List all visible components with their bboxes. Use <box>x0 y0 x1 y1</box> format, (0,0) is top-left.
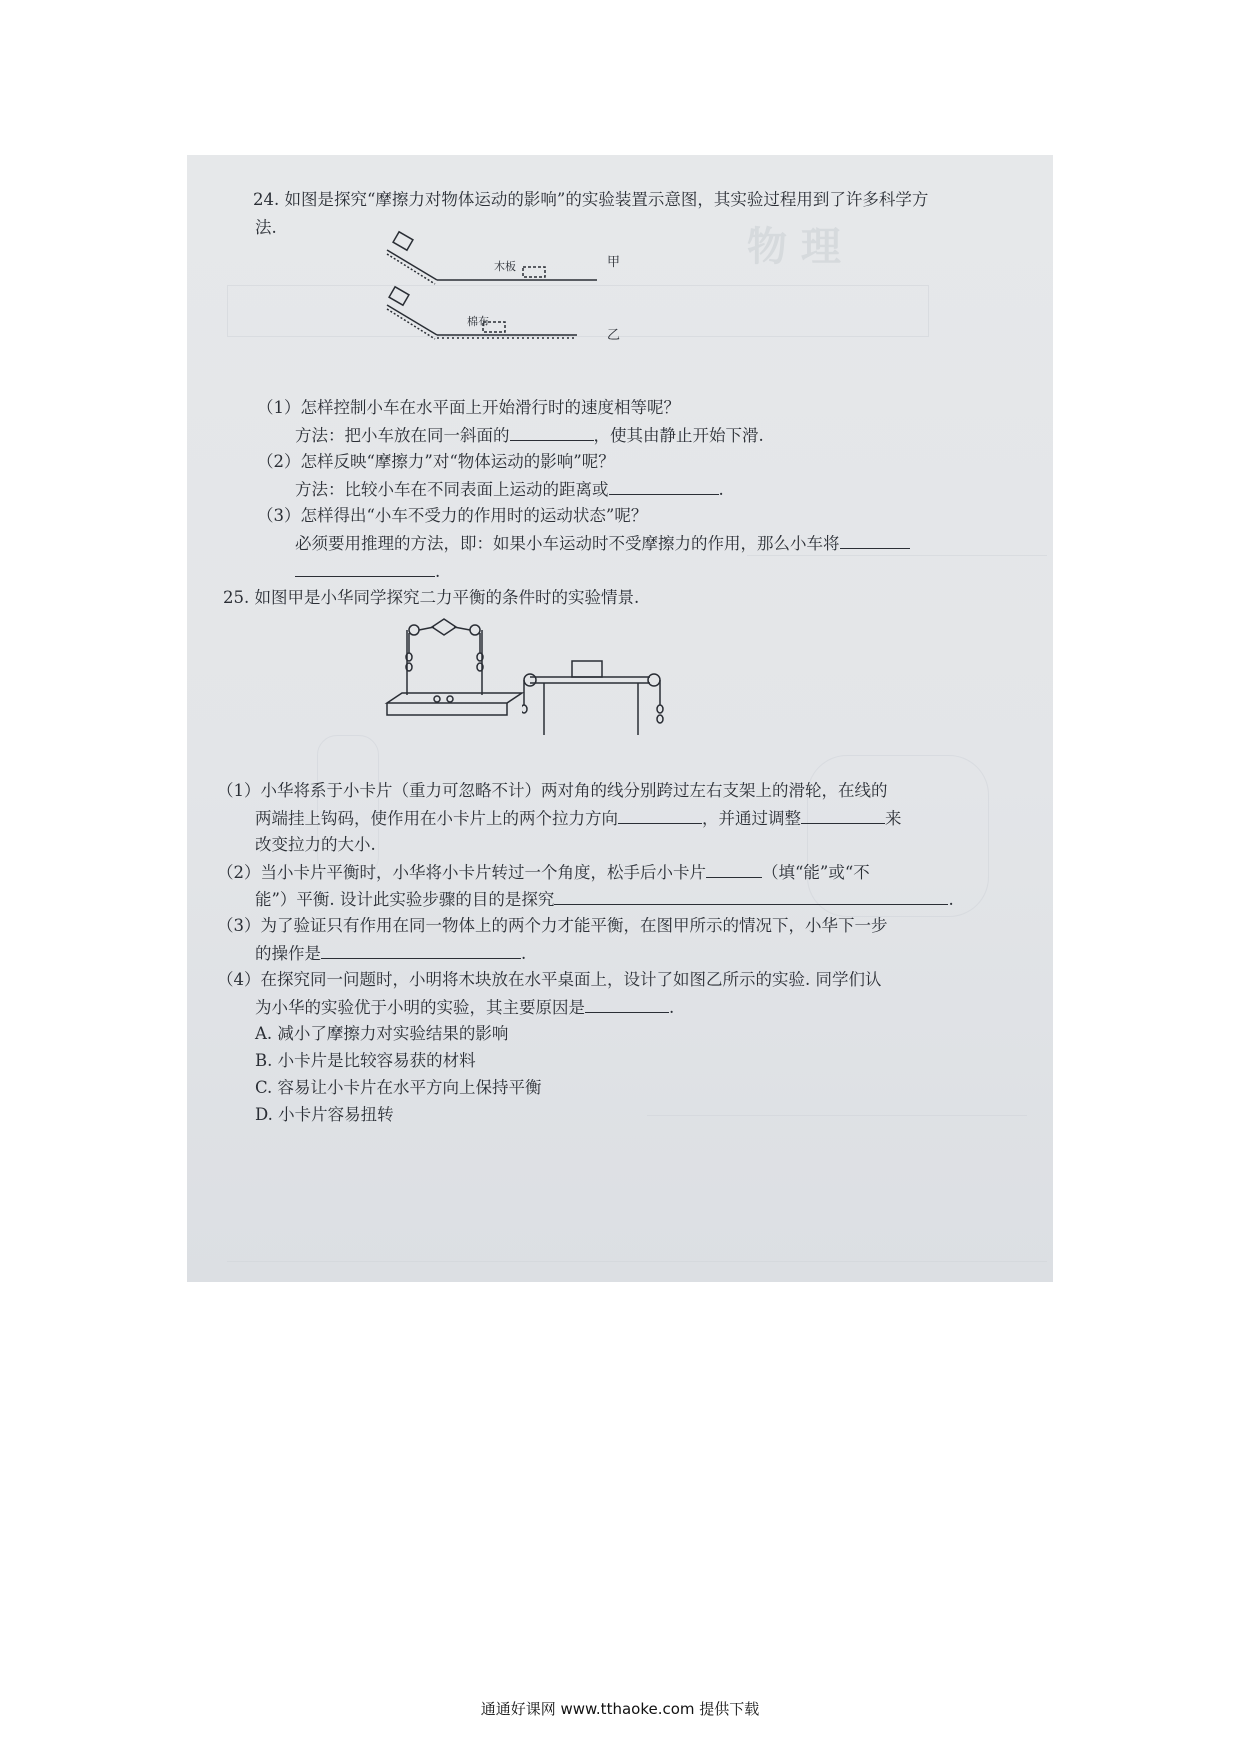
q24-tag-top: 甲 <box>607 255 621 270</box>
q24-incline-figure <box>377 230 627 350</box>
q24-label-board: 木板 <box>494 260 516 273</box>
q25-sub2-end: . <box>948 890 954 909</box>
q24-sub2-question: （2）怎样反映“摩擦力”对“物体运动的影响”呢？ <box>257 452 615 471</box>
q24-sub3-answer <box>295 530 910 557</box>
q24-sub2-blank[interactable] <box>609 476 719 495</box>
q25-sub1-text-before: 两端挂上钩码，使作用在小卡片上的两个拉力方向 <box>255 809 618 828</box>
q25-sub3-blank[interactable] <box>321 940 521 959</box>
q25-sub1-line-2 <box>255 805 902 832</box>
scanned-photo <box>187 155 1053 1282</box>
bleed-through-line <box>227 1245 1047 1262</box>
q24-sub2-end: . <box>718 480 724 499</box>
q25-option-d: D. 小卡片容易扭转 <box>255 1105 394 1124</box>
q25-figure-b <box>522 655 672 745</box>
q24-stem-line-2: 法. <box>255 218 277 237</box>
q24-sub2-answer <box>295 476 724 503</box>
q25-sub1-line-3: 改变拉力的大小. <box>255 835 376 854</box>
q25-sub1-blank-b[interactable] <box>801 805 885 824</box>
bleed-through-line <box>647 1095 1027 1116</box>
q24-sub1-blank[interactable] <box>510 422 594 441</box>
q25-sub1-line-1: （1）小华将系于小卡片（重力可忽略不计）两对角的线分别跨过左右支架上的滑轮，在线的 <box>217 781 888 800</box>
q25-sub3-text: 的操作是 <box>255 944 321 963</box>
bleed-through-block <box>747 555 1047 696</box>
q24-sub1-question: （1）怎样控制小车在水平面上开始滑行时的速度相等呢？ <box>257 398 680 417</box>
q25-sub3-end: . <box>521 944 527 963</box>
q25-sub1-text-after: 来 <box>885 809 902 828</box>
q25-sub4-end: . <box>669 998 675 1017</box>
q25-sub2-text-before: （2）当小卡片平衡时，小华将小卡片转过一个角度，松手后小卡片 <box>217 863 706 882</box>
q25-sub2-blank-b[interactable] <box>554 886 948 905</box>
bleed-through-text: 物 理 <box>747 223 841 270</box>
q25-sub1-text-mid: ，并通过调整 <box>702 809 801 828</box>
q25-option-a: A. 减小了摩擦力对实验结果的影响 <box>255 1024 509 1043</box>
q24-sub3-text: 必须要用推理的方法，即：如果小车运动时不受摩擦力的作用，那么小车将 <box>295 534 840 553</box>
q25-stem: 25. 如图甲是小华同学探究二力平衡的条件时的实验情景. <box>223 588 640 607</box>
q25-sub3-line-2 <box>255 940 526 967</box>
q25-sub2-blank-a[interactable] <box>706 859 762 878</box>
q24-sub1-text-after: ，使其由静止开始下滑. <box>593 426 764 445</box>
q25-sub2-line-1 <box>217 859 870 886</box>
q25-sub3-line-1: （3）为了验证只有作用在同一物体上的两个力才能平衡，在图甲所示的情况下，小华下一步 <box>217 916 888 935</box>
q24-sub3-blank-a[interactable] <box>840 530 910 549</box>
q24-sub1-text-before: 方法：把小车放在同一斜面的 <box>295 426 510 445</box>
q24-label-cloth: 棉布 <box>467 315 489 328</box>
q25-sub4-blank[interactable] <box>585 994 669 1013</box>
q24-sub3-end: . <box>435 562 441 581</box>
q25-sub4-text: 为小华的实验优于小明的实验，其主要原因是 <box>255 998 585 1017</box>
q25-sub2-text-after: （填“能”或“不 <box>762 863 870 882</box>
q25-option-b: B. 小卡片是比较容易获的材料 <box>255 1051 476 1070</box>
q24-stem-line-1: 24. 如图是探究“摩擦力对物体运动的影响”的实验装置示意图，其实验过程用到了许多科学方 <box>253 190 929 209</box>
q25-option-c: C. 容易让小卡片在水平方向上保持平衡 <box>255 1078 542 1097</box>
q24-sub2-text-before: 方法：比较小车在不同表面上运动的距离或 <box>295 480 609 499</box>
q25-sub4-line-2 <box>255 994 674 1021</box>
q25-sub1-blank-a[interactable] <box>618 805 702 824</box>
q25-sub2-line-2 <box>255 886 954 913</box>
q24-sub3-question: （3）怎样得出“小车不受力的作用时的运动状态”呢？ <box>257 506 648 525</box>
q24-tag-bottom: 乙 <box>607 328 621 343</box>
q24-sub3-blank-b[interactable] <box>295 558 435 577</box>
q25-sub4-line-1: （4）在探究同一问题时，小明将木块放在水平桌面上，设计了如图乙所示的实验. 同学们认 <box>217 970 882 989</box>
q24-sub1-answer <box>295 422 764 449</box>
download-footer: 通通好课网 www.tthaoke.com 提供下载 <box>480 1700 760 1718</box>
q25-sub2-text: 能”）平衡. 设计此实验步骤的目的是探究 <box>255 890 555 909</box>
q24-sub3-continuation <box>295 558 440 585</box>
q25-figure-a <box>382 615 532 725</box>
